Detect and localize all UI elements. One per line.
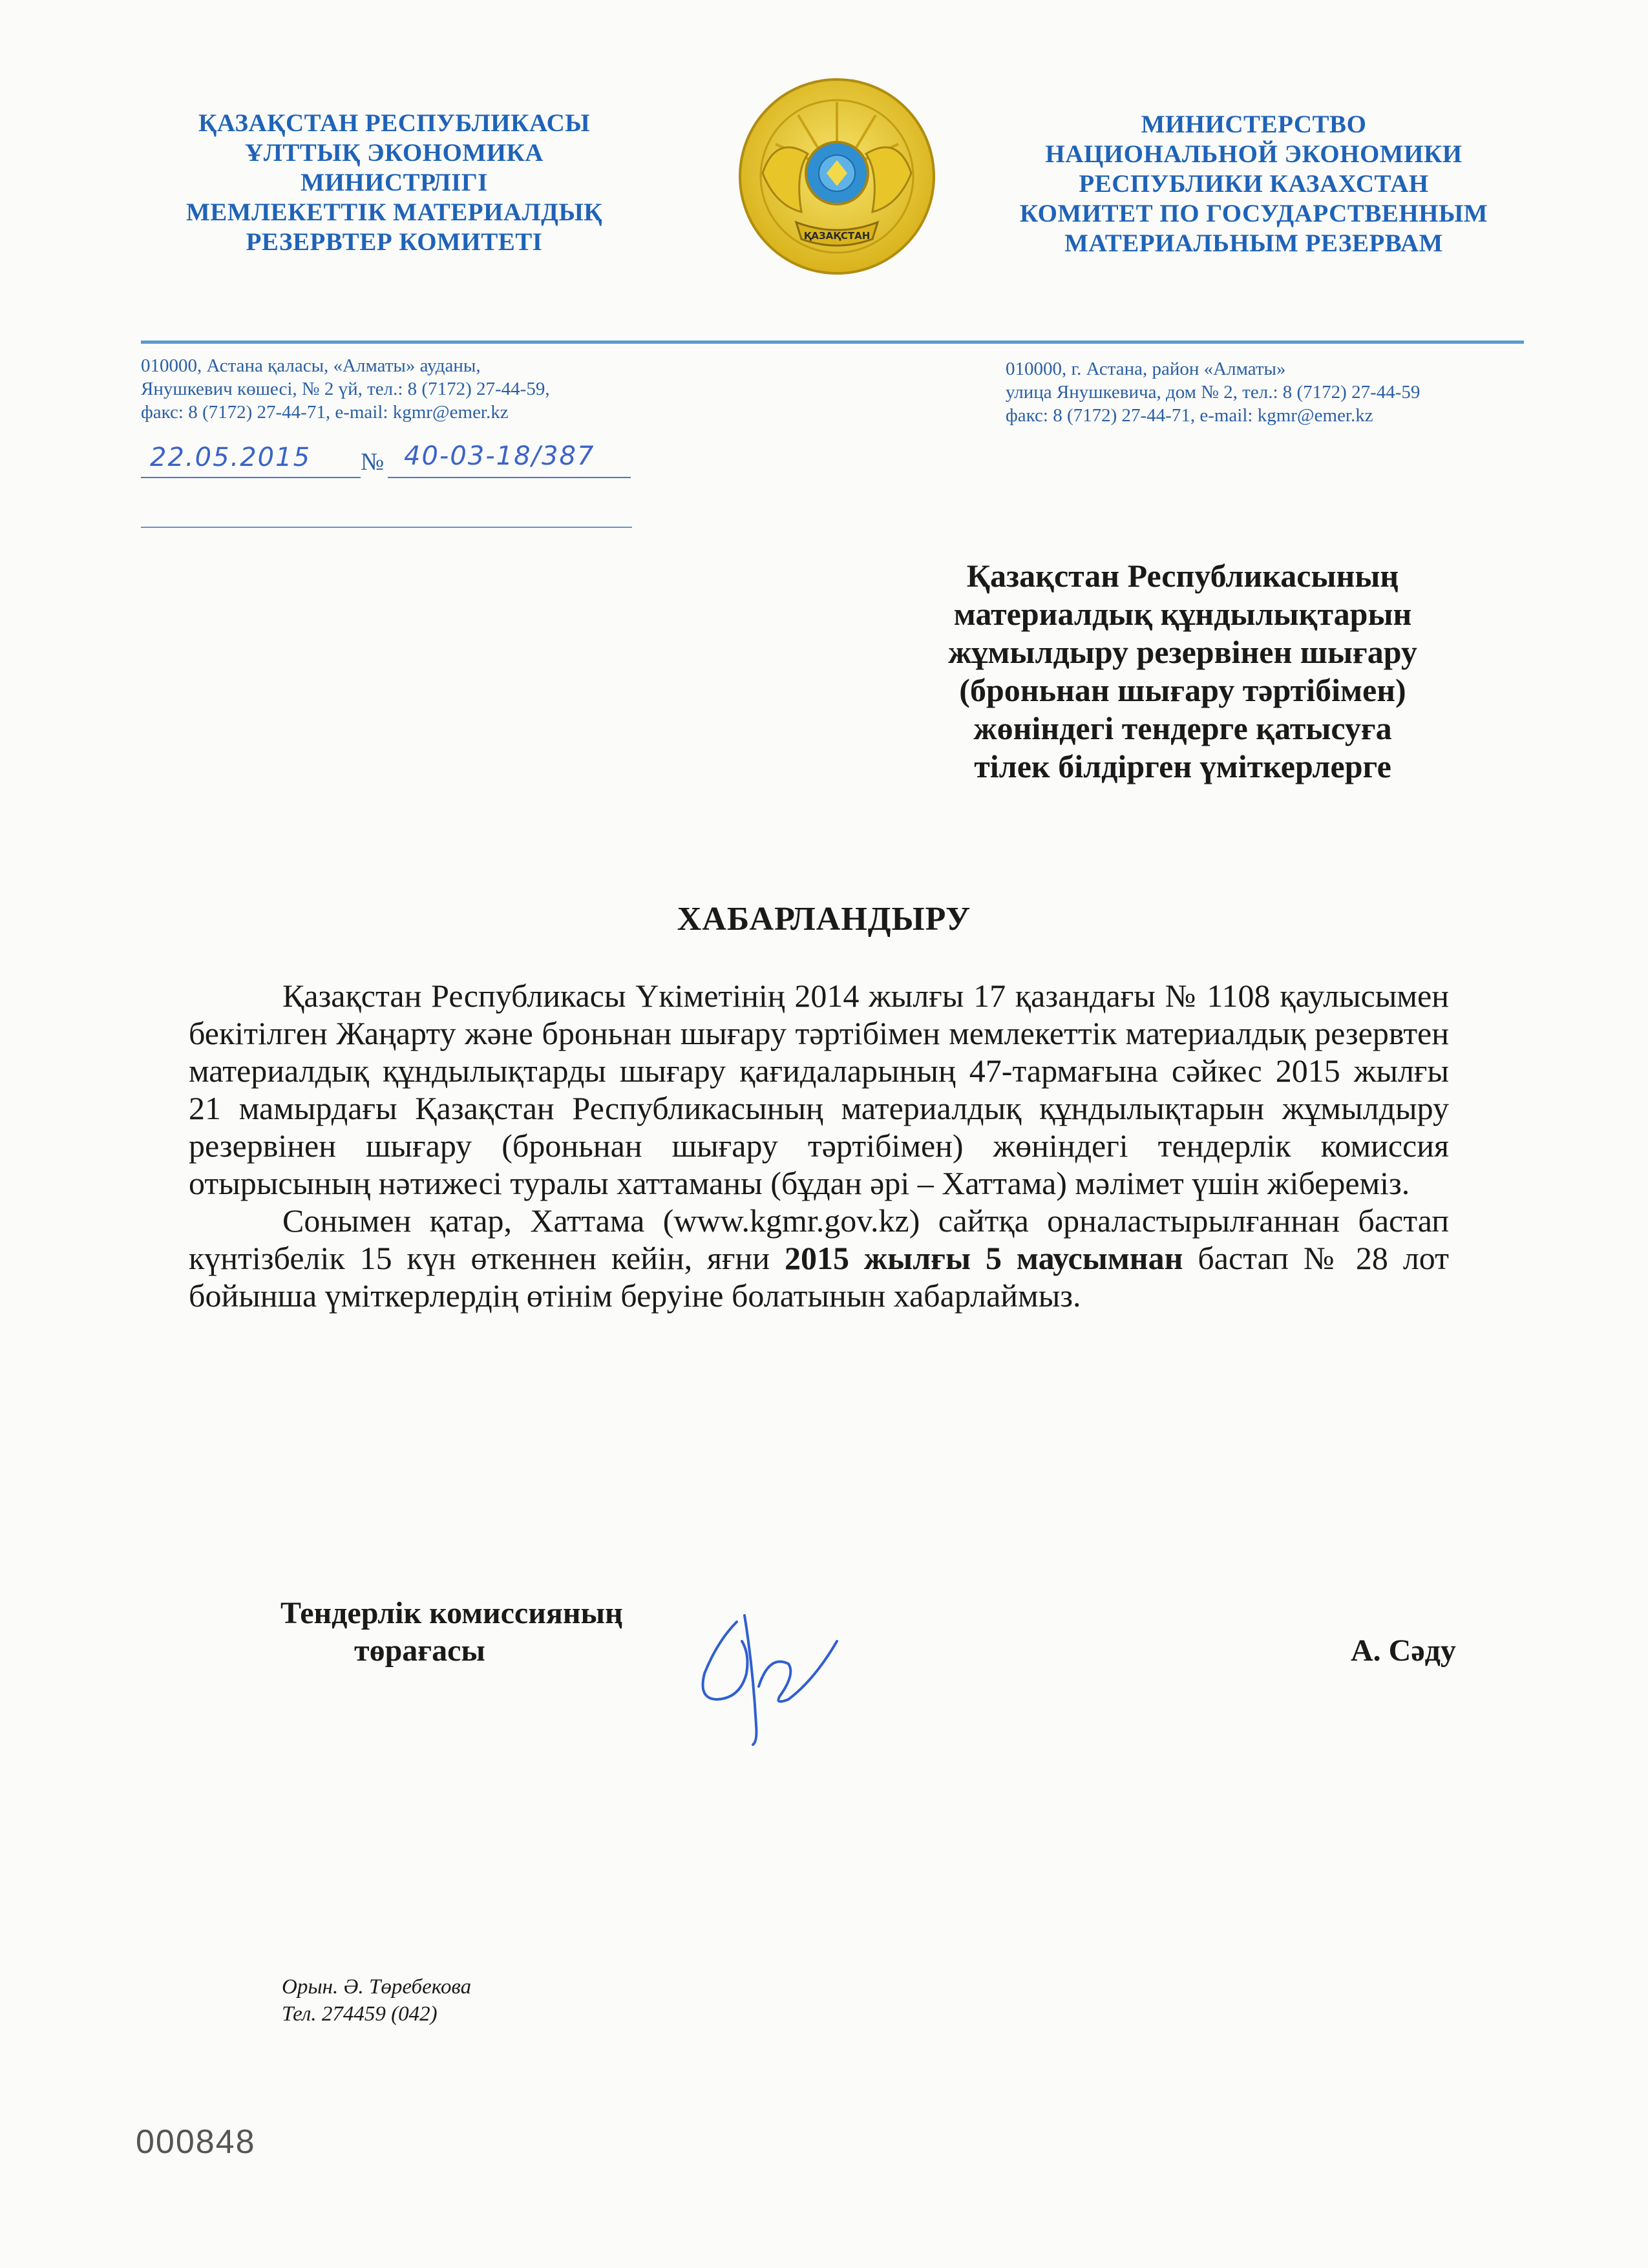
header-title-kazakh-line: РЕЗЕРВТЕР КОМИТЕТІ [246, 228, 543, 256]
state-emblem-icon [737, 76, 937, 277]
addressee-line: жұмылдыру резервінен шығару [948, 634, 1417, 670]
emblem-text: ҚАЗАҚСТАН [803, 230, 871, 242]
body-paragraph-1: Қазақстан Республикасы Үкіметінің 2014 жылғы 17 қазандағы № 1108 қаулысымен бекітілген Жаңарту және броньнан шығару тәртібімен мемлекеттік материалдық резервтен материалдық құндылықтарды шығару қағидаларының 47-тармағына сәйкес 2015 жылғы 21 мамырдағы Қазақстан Республикасының материалдық құндылықтарын жұмылдыру резервінен шығару (броньнан шығару тәртібімен) жөніндегі тендерлік комиссия отырысының нәтижесі туралы хаттаманы (бұдан әрі – Хаттама) мәлімет үшін жібереміз. [189, 978, 1449, 1201]
registration-number: 40-03-18/387 [404, 441, 595, 471]
header-title-russian-line: МАТЕРИАЛЬНЫМ РЕЗЕРВАМ [1064, 229, 1443, 257]
header-title-russian-line: НАЦИОНАЛЬНОЙ ЭКОНОМИКИ [1045, 140, 1463, 168]
header-title-kazakh-line: МИНИСТРЛІГІ [301, 169, 488, 196]
header-title-russian-line: РЕСПУБЛИКИ КАЗАХСТАН [1079, 170, 1429, 198]
address-kazakh [141, 354, 550, 424]
signatory-position-line-2: төрағасы [354, 1633, 485, 1668]
executor-phone: Тел. 274459 (042) [282, 2002, 438, 2026]
registration-number-underline [388, 477, 631, 478]
registration-date: 22.05.2015 [150, 443, 312, 472]
signatory-name: А. Сәду [1351, 1633, 1456, 1668]
address-russian-line: улица Янушкевича, дом № 2, тел.: 8 (7172) 27-44-59 [1006, 382, 1421, 403]
registration-number-label: № [361, 448, 385, 476]
body-paragraph-2-end: бастап № 28 лот бойынша үміткерлердің өтінім беруіне болатынын хабарлаймыз. [189, 1240, 1449, 1314]
header-title-russian-line: МИНИСТЕРСТВО [1141, 110, 1367, 138]
header-title-russian [989, 110, 1519, 258]
addressee-line: (броньнан шығару тәртібімен) [959, 672, 1406, 708]
executor-block [282, 1973, 471, 2028]
blank-line [141, 527, 632, 528]
address-kazakh-line: Янушкевич көшесі, № 2 үй, тел.: 8 (7172) 27-44-59, [141, 379, 550, 399]
addressee-line: Қазақстан Республикасының [966, 558, 1399, 594]
body-paragraph-2 [189, 1202, 1449, 1314]
handwritten-signature-icon [692, 1602, 847, 1751]
header-title-kazakh-line: МЕМЛЕКЕТТІК МАТЕРИАЛДЫҚ [185, 198, 603, 226]
body-paragraph-2-date: 2015 жылғы 5 маусымнан [785, 1240, 1183, 1276]
executor-name: Орын. Ә. Төребекова [282, 1975, 472, 1999]
address-russian-line: 010000, г. Астана, район «Алматы» [1006, 359, 1286, 379]
registration-date-underline [141, 477, 361, 478]
addressee-block [892, 557, 1474, 786]
letter-body [189, 977, 1449, 1314]
address-kazakh-line: факс: 8 (7172) 27-44-71, e-mail: kgmr@emer.kz [141, 402, 509, 423]
body-paragraph-2-start: Сонымен қатар, Хаттама (www.kgmr.gov.kz) сайтқа орналастырылғаннан бастап күнтізбелік 15 күн өткеннен кейін, яғни [189, 1202, 1449, 1276]
header-title-russian-line: КОМИТЕТ ПО ГОСУДАРСТВЕННЫМ [1019, 200, 1488, 227]
serial-number: 000848 [136, 2123, 256, 2161]
signatory-position-line-1: Тендерлік комиссияның [280, 1596, 623, 1630]
addressee-line: жөніндегі тендерге қатысуға [973, 710, 1392, 746]
header-divider [141, 341, 1524, 344]
address-kazakh-line: 010000, Астана қаласы, «Алматы» ауданы, [141, 355, 481, 376]
header-title-kazakh-line: ҚАЗАҚСТАН РЕСПУБЛИКАСЫ [198, 109, 591, 137]
header-title-kazakh-line: ҰЛТТЫҚ ЭКОНОМИКА [245, 139, 544, 167]
header-title-kazakh [116, 109, 672, 257]
addressee-line: тілек білдірген үміткерлерге [974, 748, 1391, 784]
document-title: ХАБАРЛАНДЫРУ [677, 901, 971, 938]
address-russian [1006, 357, 1420, 427]
addressee-line: материалдық құндылықтарын [953, 596, 1412, 632]
address-russian-line: факс: 8 (7172) 27-44-71, e-mail: kgmr@emer.kz [1006, 405, 1373, 426]
